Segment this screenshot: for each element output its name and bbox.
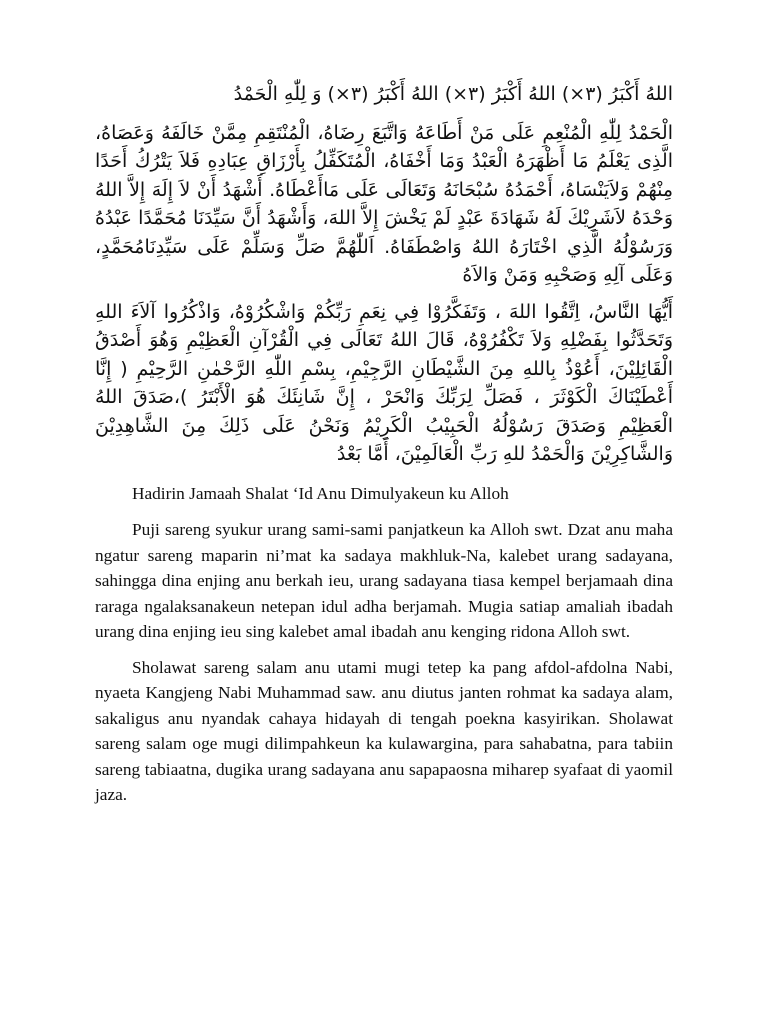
section-heading: Hadirin Jamaah Shalat ‘Id Anu Dimulyakeun ku Alloh [132,483,509,503]
paragraph-sholawat: Sholawat sareng salam anu utami mugi tetep ka pang afdol-afdolna Nabi, nyaeta Kangjeng Nabi Muhammad saw. anu diutus janten rohmat ka sadaya alam, sakaligus anu nyandak cahaya hidayah di tengah poekna kasyirikan. Sholawat sareng salam oge mugi dilimpahkeun ka kulawargina, para sahabatna, para tabiin sareng tabiaatna, dugika urang sadayana anu sapapaosna miharep syafaat di yaomil jaza. [95,657,673,804]
document-page [95,80,673,818]
paragraph-puji-syukur: Puji sareng syukur urang sami-sami panjatkeun ka Alloh swt. Dzat anu maha ngatur sareng maparin ni’mat ka sadaya makhluk-Na, kalebet urang sadayana, sahingga dina enjing anu berkah ieu, urang sadayana tiasa kempel berjamaah dina raraga ngalaksanakeun netepan idul adha berjamah. Mugia satiap amaliah ibadah urang dina enjing ieu sing kalebet amal ibadah anu kenging ridona Alloh swt. [95,520,673,641]
ayyuha-nas-paragraph: أَيُّهَا النَّاسُ، اِتَّقُوا اللهَ ، وَتَفَكَّرُوْا فِي نِعَمِ رَبِّكُمْ وَاشْكُرُوْهُ، وَاذْكُرُوا آلاَءَ اللهِ وَتَحَدَّثُوا بِفَضْلِهِ وَلاَ تَكْفُرُوْهُ، قَالَ اللهُ تَعَالَى فِي الْقُرْآنِ الْعَظِيْمِ وَهُوَ أَصْدَقُ الْقَائِلِيْنَ، أَعُوْذُ بِاللهِ مِنَ الشَّيْطَانِ الرَّجِيْمِ، بِسْمِ اللّٰهِ الرَّحْمٰنِ الرَّحِيْمِ ( إِنَّا أَعْطَيْنَاكَ الْكَوْثَرَ ، فَصَلِّ لِرَبِّكَ وَانْحَرْ ، إِنَّ شَانِئَكَ هُوَ الْأَبْتَرُ )،صَدَقَ اللهُ الْعَظِيْمِ وَصَدَقَ رَسُوْلُهُ الْحَبِيْبُ الْكَرِيْمُ وَنَحْنُ عَلَى ذَلِكَ مِنَ الشَّاهِدِيْنَ وَالشَّاكِرِيْنَ وَالْحَمْدُ للهِ رَبِّ الْعَالَمِيْنَ، أَمَّا بَعْدُ [95,300,673,465]
hamdalah-paragraph: الْحَمْدُ لِلّٰهِ الْمُنْعِمِ عَلَى مَنْ أَطَاعَهُ وَاتَّبَعَ رِضَاهُ، الْمُنْتَقِمِ مِمَّنْ خَالَفَهُ وَعَصَاهُ، الَّذِى يَعْلَمُ مَا أَظْهَرَهُ الْعَبْدُ وَمَا أَخْفَاهُ، الْمُتَكَفِّلُ بِأَرْزَاقِ عِبَادِهِ فَلاَ يَتْرُكُ أَحَدًا مِنْهُمْ وَلاَيَنْسَاهُ، أَحْمَدُهُ سُبْحَانَهُ وَتَعَالَى عَلَى مَاأَعْطَاهُ. أَشْهَدُ أَنْ لاَ إِلَهَ إِلاَّ اللهُ وَحْدَهُ لاَشَرِيْكَ لَهُ شَهَادَةَ عَبْدٍ لَمْ يَخْشَ إِلاَّ اللهَ، وَأَشْهَدُ أَنَّ سَيِّدَنَا مُحَمَّدًا عَبْدُهُ وَرَسُوْلُهُ الَّذِي اخْتَارَهُ اللهُ وَاصْطَفَاهُ. اَللّٰهُمَّ صَلِّ وَسَلِّمْ عَلَى سَيِّدِنَامُحَمَّدٍ، وَعَلَى آلِهِ وَصَحْبِهِ وَمَنْ وَالاَهُ [95,121,673,286]
takbir-line: اللهُ أَكْبَرُ (٣×) اللهُ أَكْبَرُ (٣×) اللهُ أَكْبَرُ (٣×) وَ لِلّٰهِ الْحَمْدُ [233,83,673,105]
